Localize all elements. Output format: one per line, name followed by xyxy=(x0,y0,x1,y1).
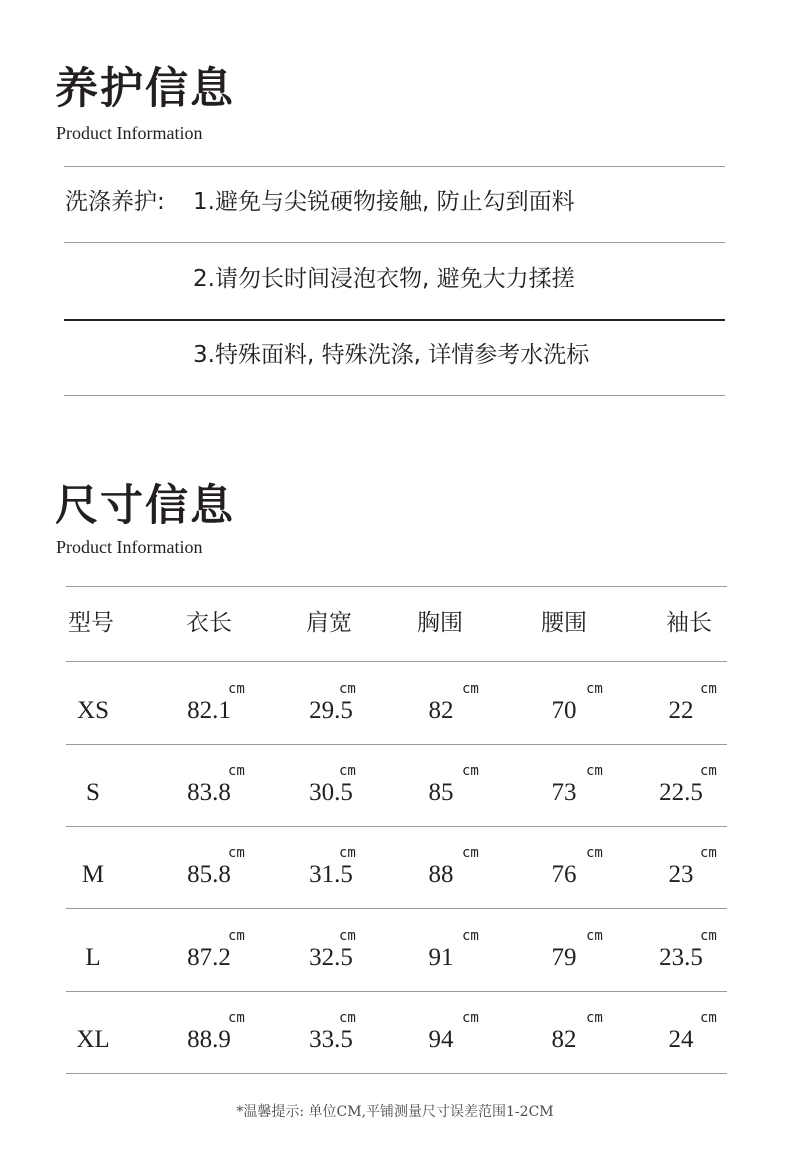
size-label: S xyxy=(86,779,100,806)
unit-label: cm xyxy=(462,845,479,861)
measurement-value: 23 xyxy=(668,861,694,888)
size-label: L xyxy=(85,944,101,971)
unit-label: cm xyxy=(339,1010,356,1026)
unit-label: cm xyxy=(586,845,603,861)
measurement-value: 76 xyxy=(551,861,577,888)
unit-label: cm xyxy=(462,1010,479,1026)
header-bust: 胸围 xyxy=(417,610,463,636)
care-divider-top xyxy=(64,166,725,167)
header-shoulder: 肩宽 xyxy=(306,610,352,636)
measurement-value: 82 xyxy=(551,1026,577,1053)
unit-label: cm xyxy=(339,928,356,944)
measurement-value: 22.5 xyxy=(659,779,703,806)
care-line-2: 2.请勿长时间浸泡衣物, 避免大力揉搓 xyxy=(193,266,575,292)
header-size: 型号 xyxy=(68,610,114,636)
unit-label: cm xyxy=(228,845,245,861)
header-sleeve: 袖长 xyxy=(666,610,712,636)
unit-label: cm xyxy=(228,681,245,697)
measurement-value: 33.5 xyxy=(309,1026,353,1053)
unit-label: cm xyxy=(339,681,356,697)
measurement-value: 88.9 xyxy=(187,1026,231,1053)
row-divider xyxy=(66,1073,727,1074)
header-length: 衣长 xyxy=(186,610,232,636)
size-label: XS xyxy=(77,697,109,724)
measurement-value: 82 xyxy=(428,697,454,724)
unit-label: cm xyxy=(586,763,603,779)
measurement-value: 22 xyxy=(668,697,694,724)
size-label: XL xyxy=(76,1026,110,1053)
size-label: M xyxy=(81,861,105,888)
unit-label: cm xyxy=(228,928,245,944)
measurement-value: 87.2 xyxy=(187,944,231,971)
unit-label: cm xyxy=(228,763,245,779)
footnote: *温馨提示: 单位CM,平铺测量尺寸误差范围1-2CM xyxy=(236,1104,554,1120)
measurement-value: 24 xyxy=(668,1026,694,1053)
measurement-value: 85 xyxy=(428,779,454,806)
measurement-value: 91 xyxy=(428,944,454,971)
measurement-value: 83.8 xyxy=(187,779,231,806)
size-table-top-rule xyxy=(66,586,727,587)
measurement-value: 82.1 xyxy=(187,697,231,724)
row-divider xyxy=(66,826,727,827)
unit-label: cm xyxy=(700,1010,717,1026)
unit-label: cm xyxy=(339,763,356,779)
measurement-value: 88 xyxy=(428,861,454,888)
row-divider xyxy=(66,744,727,745)
row-divider xyxy=(66,991,727,992)
care-line-3: 3.特殊面料, 特殊洗涤, 详情参考水洗标 xyxy=(193,342,590,368)
care-divider-bottom xyxy=(64,395,725,396)
unit-label: cm xyxy=(700,681,717,697)
care-divider-1 xyxy=(64,242,725,243)
care-line-1: 1.避免与尖锐硬物接触, 防止勾到面料 xyxy=(193,189,575,215)
size-title: 尺寸信息 xyxy=(55,481,235,531)
unit-label: cm xyxy=(462,681,479,697)
size-subtitle: Product Information xyxy=(56,537,203,557)
row-divider xyxy=(66,908,727,909)
measurement-value: 30.5 xyxy=(309,779,353,806)
header-rule xyxy=(66,661,727,662)
care-divider-2 xyxy=(64,319,725,321)
unit-label: cm xyxy=(700,763,717,779)
measurement-value: 31.5 xyxy=(309,861,353,888)
unit-label: cm xyxy=(700,928,717,944)
measurement-value: 85.8 xyxy=(187,861,231,888)
header-waist: 腰围 xyxy=(541,610,587,636)
unit-label: cm xyxy=(228,1010,245,1026)
measurement-value: 32.5 xyxy=(309,944,353,971)
care-subtitle: Product Information xyxy=(56,123,203,143)
care-label: 洗涤养护: xyxy=(65,189,165,215)
care-title: 养护信息 xyxy=(55,64,235,114)
unit-label: cm xyxy=(700,845,717,861)
unit-label: cm xyxy=(462,763,479,779)
measurement-value: 23.5 xyxy=(659,944,703,971)
unit-label: cm xyxy=(586,928,603,944)
measurement-value: 29.5 xyxy=(309,697,353,724)
measurement-value: 79 xyxy=(551,944,577,971)
measurement-value: 94 xyxy=(428,1026,454,1053)
measurement-value: 70 xyxy=(551,697,577,724)
unit-label: cm xyxy=(586,1010,603,1026)
unit-label: cm xyxy=(586,681,603,697)
unit-label: cm xyxy=(339,845,356,861)
unit-label: cm xyxy=(462,928,479,944)
measurement-value: 73 xyxy=(551,779,577,806)
